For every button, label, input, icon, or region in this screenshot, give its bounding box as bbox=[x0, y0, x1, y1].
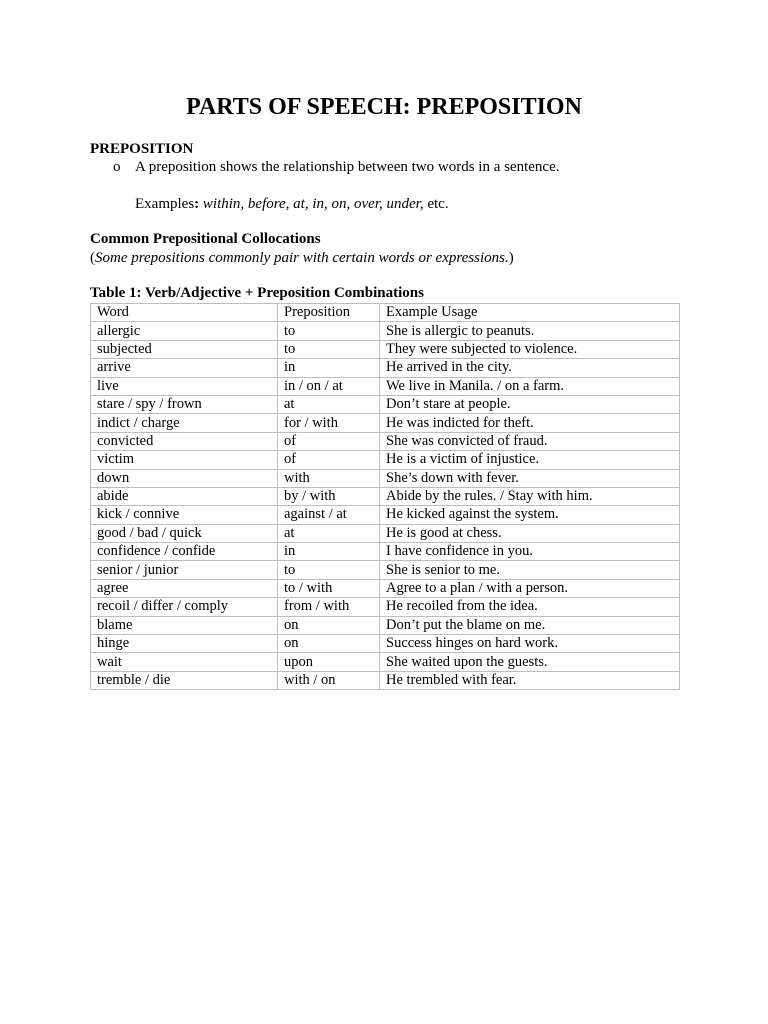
cell-word: subjected bbox=[91, 340, 278, 358]
table-caption: Table 1: Verb/Adjective + Preposition Combinations bbox=[90, 285, 424, 301]
cell-preposition: of bbox=[278, 451, 380, 469]
cell-example: He kicked against the system. bbox=[380, 506, 680, 524]
collocations-note bbox=[90, 250, 514, 267]
table-row bbox=[91, 469, 680, 487]
cell-preposition: upon bbox=[278, 653, 380, 671]
cell-word: good / bad / quick bbox=[91, 524, 278, 542]
cell-word: arrive bbox=[91, 359, 278, 377]
table-header-row bbox=[91, 304, 680, 322]
cell-example: He is good at chess. bbox=[380, 524, 680, 542]
cell-word: agree bbox=[91, 579, 278, 597]
cell-example: Don’t stare at people. bbox=[380, 395, 680, 413]
cell-example: Success hinges on hard work. bbox=[380, 635, 680, 653]
table-row bbox=[91, 377, 680, 395]
cell-preposition: at bbox=[278, 524, 380, 542]
note-open-paren: ( bbox=[90, 250, 95, 266]
cell-preposition: from / with bbox=[278, 598, 380, 616]
cell-example: I have confidence in you. bbox=[380, 543, 680, 561]
cell-example: He is a victim of injustice. bbox=[380, 451, 680, 469]
cell-preposition: to bbox=[278, 322, 380, 340]
bullet-marker: o bbox=[113, 159, 121, 175]
cell-word: tremble / die bbox=[91, 671, 278, 689]
cell-word: abide bbox=[91, 487, 278, 505]
table-row bbox=[91, 579, 680, 597]
table-row bbox=[91, 653, 680, 671]
table-body bbox=[91, 322, 680, 690]
table-row bbox=[91, 322, 680, 340]
cell-example: Agree to a plan / with a person. bbox=[380, 579, 680, 597]
definition-text: A preposition shows the relationship between two words in a sentence. bbox=[135, 159, 560, 175]
cell-preposition: to / with bbox=[278, 579, 380, 597]
table-row bbox=[91, 671, 680, 689]
table-row bbox=[91, 487, 680, 505]
cell-preposition: on bbox=[278, 635, 380, 653]
cell-word: wait bbox=[91, 653, 278, 671]
cell-example: They were subjected to violence. bbox=[380, 340, 680, 358]
table-row bbox=[91, 616, 680, 634]
cell-example: She was convicted of fraud. bbox=[380, 432, 680, 450]
cell-example: Don’t put the blame on me. bbox=[380, 616, 680, 634]
cell-word: confidence / confide bbox=[91, 543, 278, 561]
table-row bbox=[91, 561, 680, 579]
examples-tail: etc. bbox=[423, 196, 449, 212]
cell-word: blame bbox=[91, 616, 278, 634]
cell-preposition: in bbox=[278, 543, 380, 561]
examples-colon: : bbox=[194, 196, 200, 212]
cell-word: victim bbox=[91, 451, 278, 469]
cell-example: He was indicted for theft. bbox=[380, 414, 680, 432]
cell-preposition: with / on bbox=[278, 671, 380, 689]
table-row bbox=[91, 451, 680, 469]
cell-example: She’s down with fever. bbox=[380, 469, 680, 487]
cell-preposition: in bbox=[278, 359, 380, 377]
definition-bullet bbox=[113, 159, 560, 176]
collocations-heading: Common Prepositional Collocations bbox=[90, 231, 321, 247]
cell-example: She is senior to me. bbox=[380, 561, 680, 579]
cell-preposition: by / with bbox=[278, 487, 380, 505]
table-row bbox=[91, 543, 680, 561]
note-close-paren: ) bbox=[508, 250, 514, 266]
note-text: Some prepositions commonly pair with certain words or expressions. bbox=[95, 250, 509, 266]
cell-example: Abide by the rules. / Stay with him. bbox=[380, 487, 680, 505]
table-row bbox=[91, 598, 680, 616]
cell-word: kick / connive bbox=[91, 506, 278, 524]
table-row bbox=[91, 359, 680, 377]
cell-example: He recoiled from the idea. bbox=[380, 598, 680, 616]
table-row bbox=[91, 524, 680, 542]
header-preposition: Preposition bbox=[278, 304, 380, 322]
cell-preposition: with bbox=[278, 469, 380, 487]
examples-label: Examples bbox=[135, 196, 195, 212]
cell-preposition: at bbox=[278, 395, 380, 413]
cell-preposition: of bbox=[278, 432, 380, 450]
combinations-table bbox=[90, 303, 680, 690]
cell-word: recoil / differ / comply bbox=[91, 598, 278, 616]
cell-preposition: on bbox=[278, 616, 380, 634]
cell-example: She is allergic to peanuts. bbox=[380, 322, 680, 340]
cell-word: down bbox=[91, 469, 278, 487]
page-title: PARTS OF SPEECH: PREPOSITION bbox=[186, 94, 582, 120]
cell-word: senior / junior bbox=[91, 561, 278, 579]
table-row bbox=[91, 340, 680, 358]
table-row bbox=[91, 414, 680, 432]
cell-example: She waited upon the guests. bbox=[380, 653, 680, 671]
cell-preposition: in / on / at bbox=[278, 377, 380, 395]
table-row bbox=[91, 395, 680, 413]
table-row bbox=[91, 506, 680, 524]
examples-line bbox=[135, 196, 449, 213]
cell-word: indict / charge bbox=[91, 414, 278, 432]
cell-preposition: to bbox=[278, 340, 380, 358]
cell-example: He arrived in the city. bbox=[380, 359, 680, 377]
cell-word: convicted bbox=[91, 432, 278, 450]
cell-preposition: against / at bbox=[278, 506, 380, 524]
header-word: Word bbox=[91, 304, 278, 322]
examples-words: within, before, at, in, on, over, under, bbox=[202, 196, 424, 212]
cell-word: hinge bbox=[91, 635, 278, 653]
cell-word: stare / spy / frown bbox=[91, 395, 278, 413]
cell-word: live bbox=[91, 377, 278, 395]
table-row bbox=[91, 635, 680, 653]
header-example-usage: Example Usage bbox=[380, 304, 680, 322]
cell-example: We live in Manila. / on a farm. bbox=[380, 377, 680, 395]
cell-word: allergic bbox=[91, 322, 278, 340]
table-row bbox=[91, 432, 680, 450]
preposition-heading: PREPOSITION bbox=[90, 141, 194, 157]
cell-example: He trembled with fear. bbox=[380, 671, 680, 689]
cell-preposition: to bbox=[278, 561, 380, 579]
cell-preposition: for / with bbox=[278, 414, 380, 432]
